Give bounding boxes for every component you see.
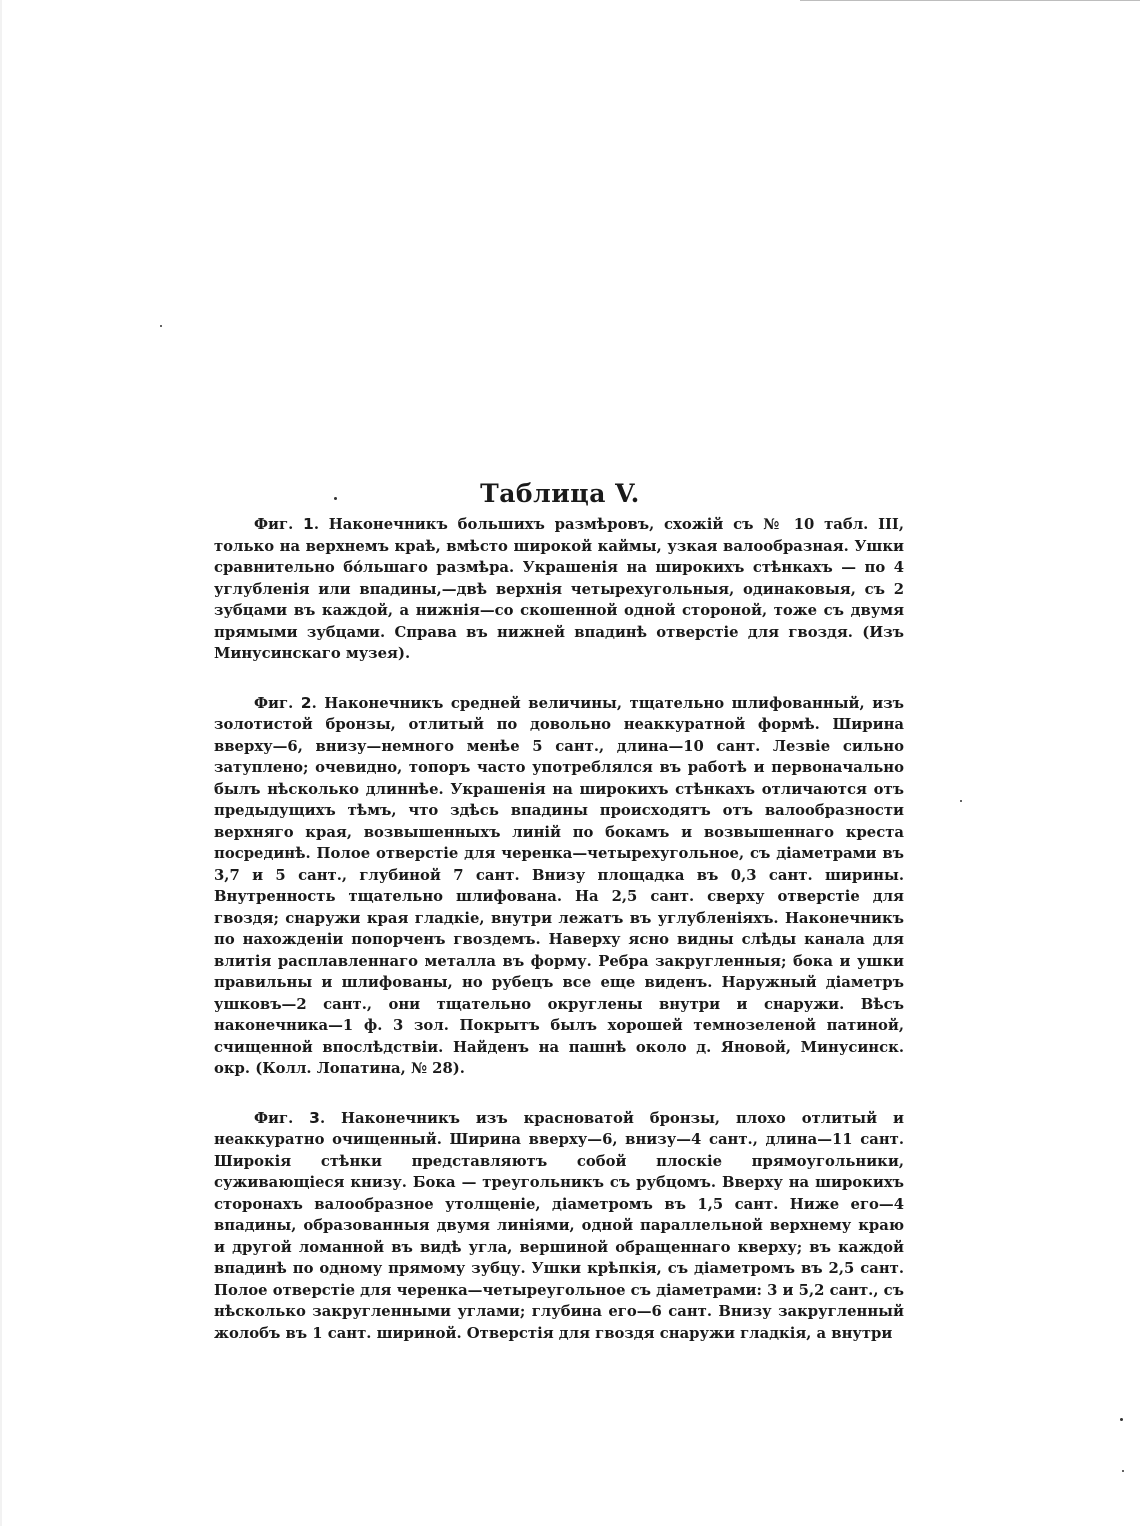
print-speck xyxy=(960,800,962,802)
print-speck xyxy=(1120,1418,1123,1421)
fig-label: Фиг. xyxy=(254,516,294,533)
fig-label: Фиг. xyxy=(254,1109,294,1127)
fig-number: 1 xyxy=(303,515,314,533)
document-body xyxy=(214,514,904,1372)
fig-number: 2 xyxy=(300,693,312,712)
paragraph-fig-3 xyxy=(214,1108,904,1345)
scan-left-edge xyxy=(0,0,2,1526)
paragraph-fig-2 xyxy=(214,693,904,1080)
page-title: Таблица V. xyxy=(480,478,640,508)
paragraph-text: . Наконечникъ средней величины, тщательно шлифованный, изъ золотистой бронзы, отлитый по довольно неаккуратной формѣ. Ширина вверху—6, внизу—немного менѣе 5 сант., длина—10 сант. Лезвіе сильно затуплено; очевидно, топоръ часто употреблялся въ работѣ и первоначально былъ нѣсколько длиннѣе. Украшенія на широкихъ стѣнкахъ отличаются отъ предыдущихъ тѣмъ, что здѣсь впадины происходятъ отъ валообразности верхняго края, возвышенныхъ линій по бокамъ и возвышеннаго креста посрединѣ. Полое отверстіе для черенка—четырехугольное, съ діаметрами въ 3,7 и 5 сант., глубиной 7 сант. Внизу площадка въ 0,3 сант. ширины. Внутренность тщательно шлифована. На 2,5 сант. сверху отверстіе для гвоздя; снаружи края гладкіе, внутри лежатъ въ углубленіяхъ. Наконечникъ по нахожденіи попорченъ гвоздемъ. Наверху ясно видны слѣды канала для влитія расплавленнаго металла въ форму. Ребра закругленныя; бока и ушки правильны и шлифованы, но рубецъ все еще виденъ. Наружный діаметръ ушковъ—2 сант., они тщательно округлены внутри и снаружи. Вѣсъ наконечника—1 ф. 3 зол. Покрытъ былъ хорошей темнозеленой патиной, счищенной впослѣдствіи. Найденъ на пашнѣ около д. Яновой, Минусинск. окр. (Колл. Лопатина, № 28). xyxy=(214,694,904,1077)
print-speck xyxy=(1122,1470,1124,1472)
scan-top-edge xyxy=(800,0,1140,3)
paragraph-fig-1 xyxy=(214,514,904,665)
paragraph-text: . Наконечникъ большихъ размѣровъ, схожій съ № 10 табл. III, только на верхнемъ краѣ, вмѣсто широкой каймы, узкая валообразная. Ушки сравнительно бо́льшаго размѣра. Украшенія на широкихъ стѣнкахъ — по 4 углубленія или впадины,—двѣ верхнія четырехугольныя, одинаковыя, съ 2 зубцами въ каждой, а нижнія—со скошенной одной стороной, тоже съ двумя прямыми зубцами. Справа въ нижней впадинѣ отверстіе для гвоздя. (Изъ Минусинскаго музея). xyxy=(214,516,904,662)
fig-label: Фиг. xyxy=(254,694,294,712)
paragraph-text: . Наконечникъ изъ красноватой бронзы, плохо отлитый и неаккуратно очищенный. Ширина вверху—6, внизу—4 сант., длина—11 сант. Широкія стѣнки представляютъ собой плоскіе прямоугольники, суживающіеся книзу. Бока — треугольникъ съ рубцомъ. Вверху на широкихъ сторонахъ валообразное утолщеніе, діаметромъ въ 1,5 сант. Ниже его—4 впадины, образованныя двумя линіями, одной параллельной верхнему краю и другой ломанной въ видѣ угла, вершиной обращеннаго кверху; въ каждой впадинѣ по одному прямому зубцу. Ушки крѣпкія, съ діаметромъ въ 2,5 сант. Полое отверстіе для черенка—четыреугольное съ діаметрами: 3 и 5,2 сант., съ нѣсколько закругленными углами; глубина его—6 сант. Внизу закругленный жолобъ въ 1 сант. шириной. Отверстія для гвоздя снаружи гладкія, а внутри xyxy=(214,1109,904,1342)
print-speck xyxy=(160,325,162,327)
fig-number: 3 xyxy=(309,1108,320,1127)
